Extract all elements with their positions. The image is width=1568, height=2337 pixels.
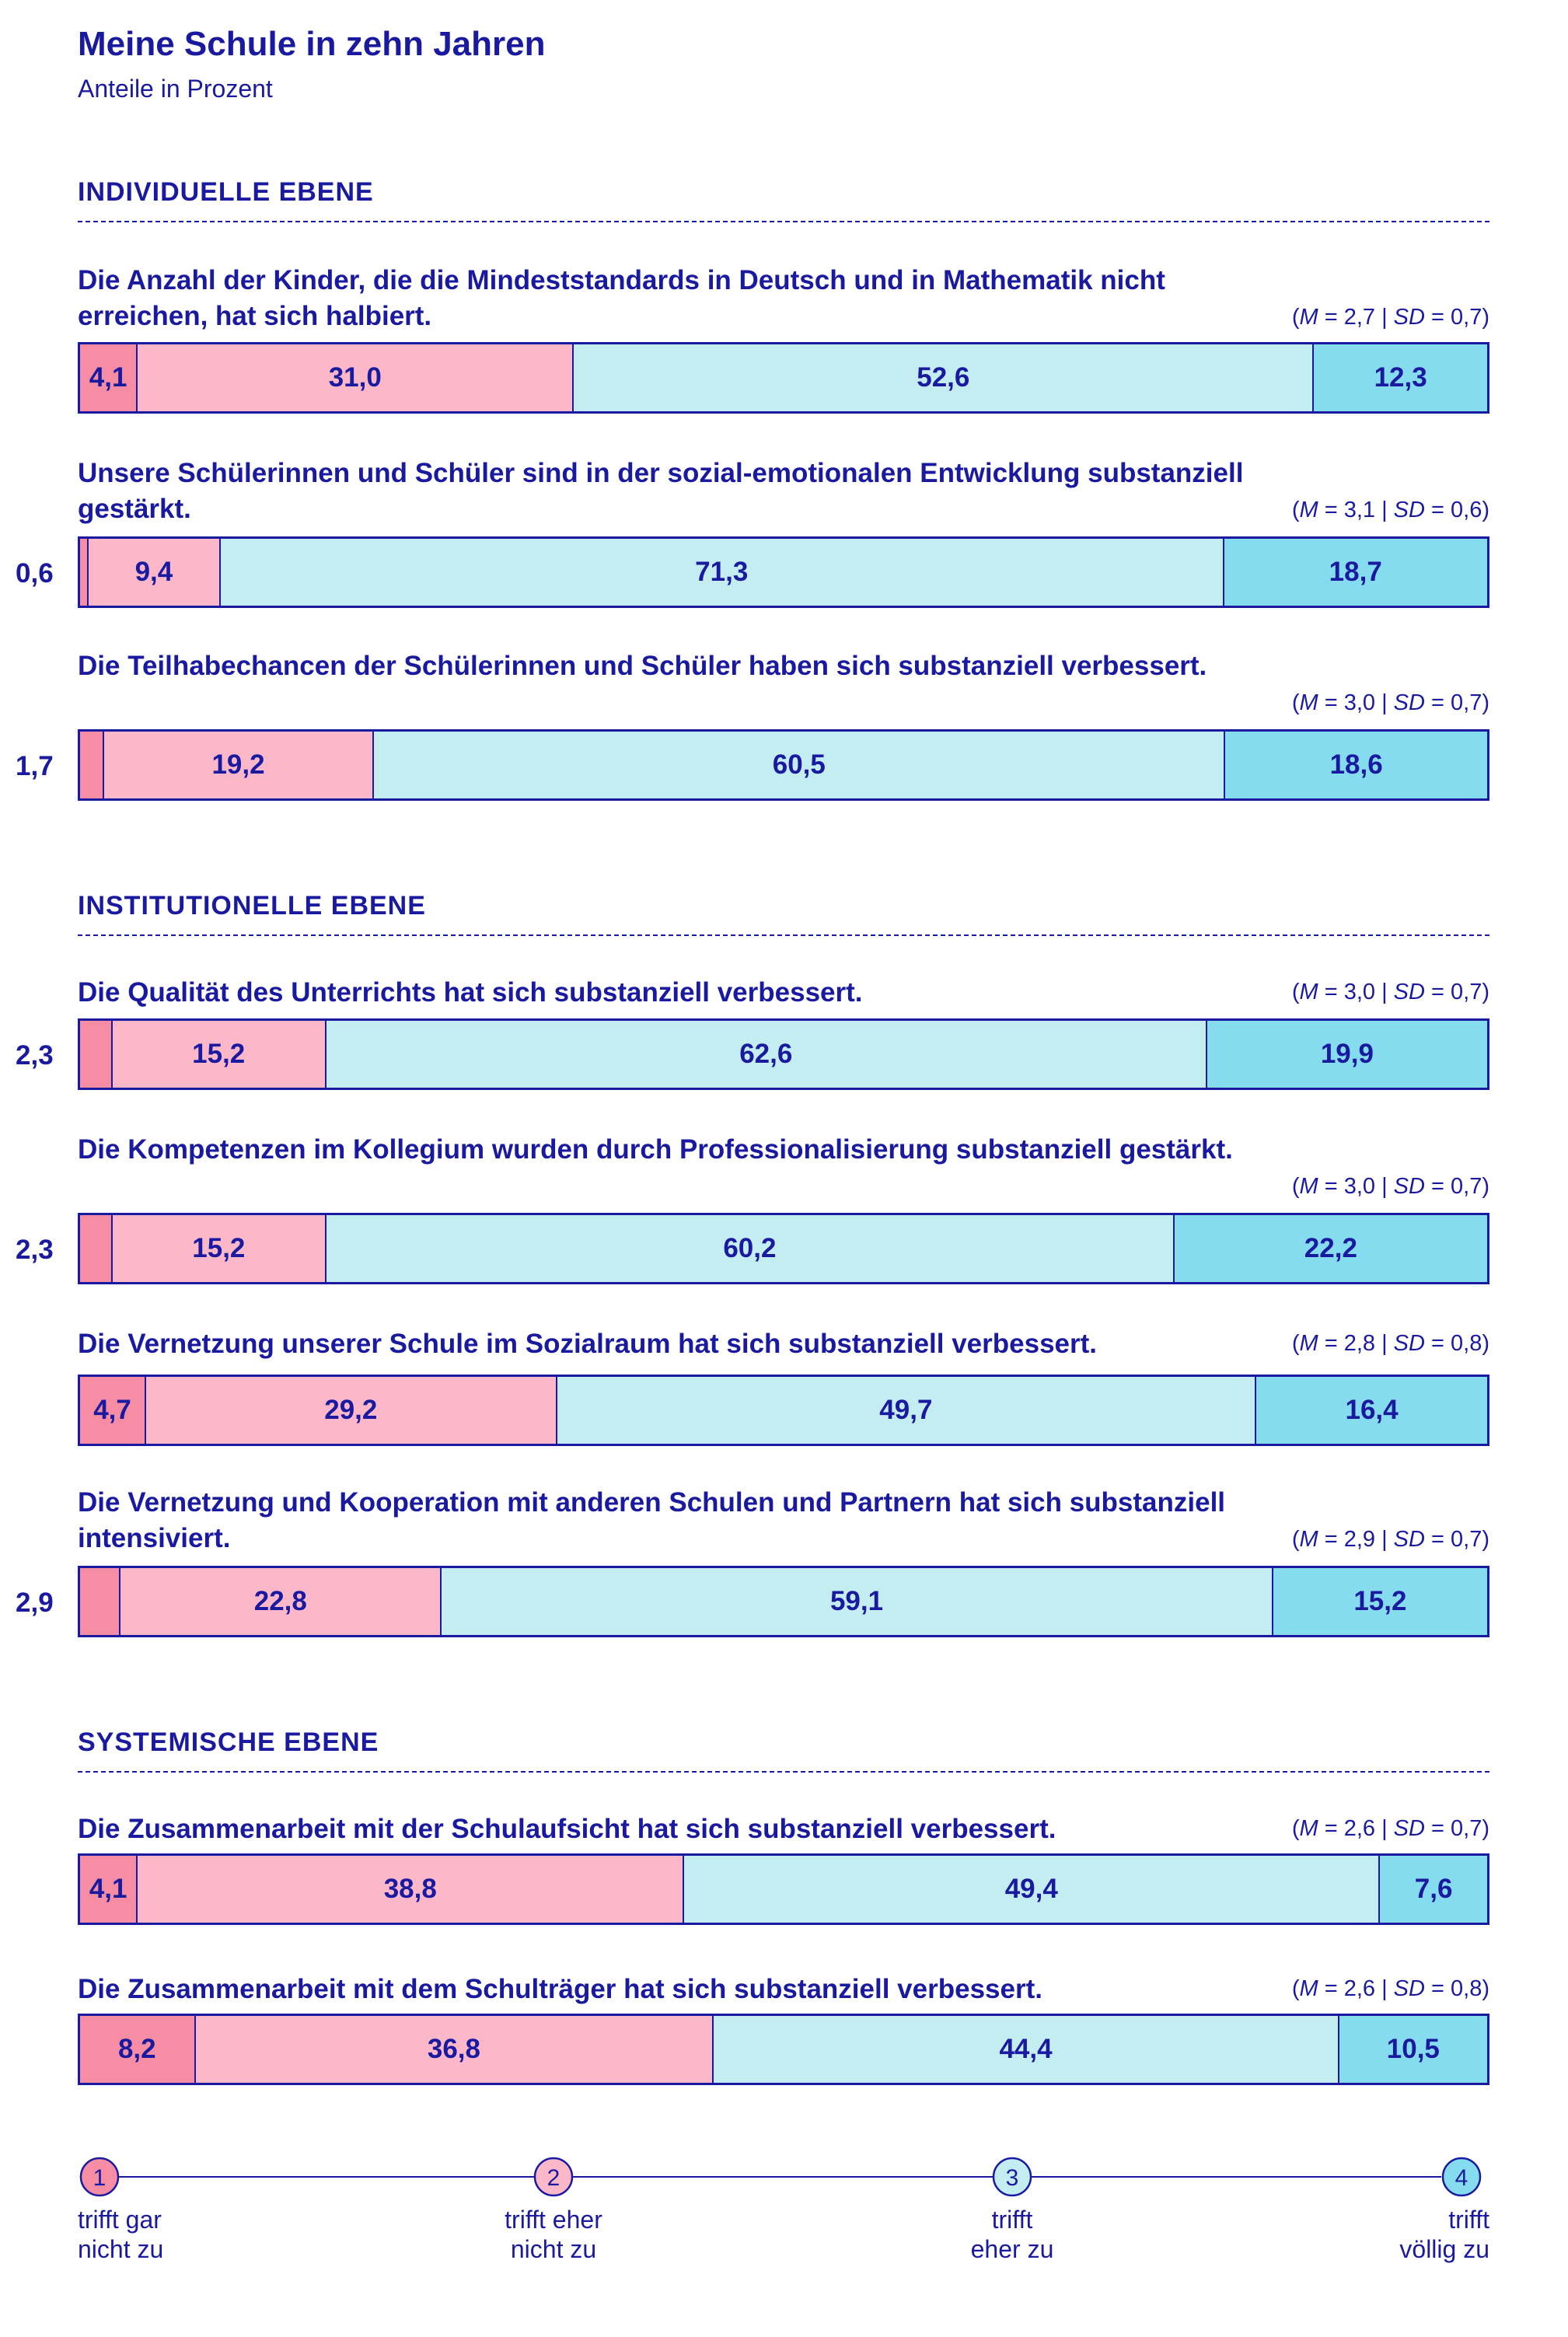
question-text: Die Anzahl der Kinder, die die Mindeststandards in Deutsch und in Mathematik nicht erreichen, hat sich halbiert.: [78, 265, 1165, 331]
bar-segment: [557, 1377, 1257, 1444]
stat-text: = 3,0 |: [1318, 1174, 1394, 1199]
stat-text: (: [1291, 980, 1300, 1004]
legend-label-2: [437, 2205, 670, 2264]
legend-number: 3: [1005, 2165, 1019, 2191]
stacked-bar: [78, 2014, 1489, 2085]
stacked-bar: [78, 1566, 1489, 1637]
legend-label-line: nicht zu: [510, 2235, 597, 2263]
stat-text: (: [1291, 1976, 1300, 2001]
question-text: Die Qualität des Unterrichts hat sich substanziell verbessert.: [78, 977, 863, 1008]
stat-symbol: M: [1299, 980, 1318, 1004]
question-stats: [1292, 1174, 1489, 1200]
bar-value-label: 36,8: [427, 2034, 480, 2064]
chart-title: Meine Schule in zehn Jahren: [78, 25, 546, 63]
bar-value-label: 60,5: [772, 749, 826, 780]
bar-value-label: 15,2: [1353, 1586, 1407, 1616]
bar-value-label: 31,0: [328, 362, 382, 393]
bar-segment: [196, 2016, 714, 2083]
bar-segment: [1207, 1021, 1487, 1088]
question-text: Unsere Schülerinnen und Schüler sind in der sozial-emotionalen Entwicklung substanziell gestärkt.: [78, 458, 1244, 524]
stat-text: (: [1291, 1527, 1300, 1552]
question-stats: [1292, 1527, 1489, 1553]
bar-segment: [80, 1568, 120, 1635]
question-stats: [1292, 690, 1489, 716]
bar-segment: [80, 1856, 138, 1923]
bar-segment: [1256, 1377, 1487, 1444]
question-text: Die Vernetzung unserer Schule im Sozialraum hat sich substanziell verbessert.: [78, 1329, 1097, 1359]
stacked-bar: [78, 342, 1489, 414]
legend-label-1: [78, 2205, 311, 2264]
bar-segment: [1175, 1215, 1487, 1282]
legend-number: 4: [1455, 2165, 1468, 2191]
stat-symbol: SD: [1393, 1331, 1425, 1356]
stat-text: (: [1291, 690, 1300, 715]
bar-segment: [113, 1215, 327, 1282]
stat-text: = 0,7): [1424, 690, 1489, 715]
stat-symbol: SD: [1393, 1816, 1425, 1841]
bar-segment: [80, 1021, 113, 1088]
bar-segment: [120, 1568, 442, 1635]
bar-value-label: 4,7: [93, 1395, 131, 1425]
stat-symbol: M: [1299, 498, 1318, 522]
stat-text: = 2,7 |: [1318, 305, 1394, 330]
stat-symbol: M: [1299, 305, 1318, 330]
bar-segment: [574, 344, 1314, 411]
stat-symbol: SD: [1393, 305, 1425, 330]
bar-segment: [1380, 1856, 1487, 1923]
question-text: Die Teilhabechancen der Schülerinnen und Schüler haben sich substanziell verbessert.: [78, 651, 1207, 681]
bar-value-label: 18,6: [1329, 749, 1383, 780]
bar-segment: [146, 1377, 557, 1444]
stacked-bar: [78, 1375, 1489, 1446]
legend-label-line: völlig zu: [1399, 2235, 1489, 2263]
stat-symbol: M: [1299, 1527, 1318, 1552]
question-stats: [1292, 305, 1489, 330]
question-text: Die Vernetzung und Kooperation mit anderen Schulen und Partnern hat sich substanziell intensiviert.: [78, 1487, 1226, 1553]
stat-symbol: SD: [1393, 498, 1425, 522]
bar-segment: [374, 732, 1225, 798]
bar-segment: [1225, 732, 1487, 798]
stat-text: = 3,0 |: [1318, 980, 1394, 1004]
legend-number: 1: [93, 2165, 107, 2191]
bar-value-label-outside: 2,3: [16, 1235, 54, 1265]
bar-segment: [1314, 344, 1487, 411]
bar-value-label-outside: 2,3: [16, 1040, 54, 1071]
stat-symbol: M: [1299, 690, 1318, 715]
bar-value-label: 19,2: [211, 749, 265, 780]
question-stats: [1292, 1976, 1489, 2002]
question-stats: [1292, 498, 1489, 523]
legend-label-line: eher zu: [970, 2235, 1054, 2263]
bar-segment: [113, 1021, 327, 1088]
chart-subtitle: Anteile in Prozent: [78, 75, 273, 103]
bar-value-label-outside: 0,6: [16, 558, 54, 589]
bar-segment: [138, 1856, 684, 1923]
stacked-bar: [78, 1853, 1489, 1925]
section-heading: INSTITUTIONELLE EBENE: [78, 891, 426, 920]
section-divider: [78, 934, 1489, 936]
bar-value-label: 4,1: [89, 1874, 127, 1904]
stat-text: = 0,8): [1424, 1331, 1489, 1356]
section-divider: [78, 1771, 1489, 1773]
section-heading: SYSTEMISCHE EBENE: [78, 1727, 379, 1757]
stacked-bar: [78, 1018, 1489, 1090]
bar-segment: [89, 539, 221, 606]
stat-symbol: SD: [1393, 980, 1425, 1004]
bar-segment: [442, 1568, 1273, 1635]
bar-segment: [80, 344, 138, 411]
question-stats: [1292, 980, 1489, 1005]
bar-value-label: 22,8: [253, 1586, 307, 1616]
bar-value-label: 22,2: [1304, 1233, 1357, 1263]
bar-value-label: 15,2: [192, 1039, 246, 1069]
stat-text: (: [1291, 1331, 1300, 1356]
legend-label-line: nicht zu: [78, 2235, 164, 2263]
stat-text: = 0,7): [1424, 1174, 1489, 1199]
stat-symbol: M: [1299, 1331, 1318, 1356]
bar-value-label: 8,2: [117, 2034, 156, 2064]
bar-value-label-outside: 2,9: [16, 1588, 54, 1618]
stat-symbol: M: [1299, 1976, 1318, 2001]
bar-value-label: 29,2: [324, 1395, 378, 1425]
stat-symbol: M: [1299, 1174, 1318, 1199]
bar-segment: [138, 344, 574, 411]
stat-text: (: [1291, 498, 1300, 522]
stat-symbol: SD: [1393, 1174, 1425, 1199]
bar-segment: [1273, 1568, 1487, 1635]
stat-text: = 2,8 |: [1318, 1331, 1394, 1356]
bar-segment: [327, 1021, 1207, 1088]
stat-text: = 2,9 |: [1318, 1527, 1394, 1552]
stat-text: = 0,7): [1424, 305, 1489, 330]
bar-segment: [714, 2016, 1339, 2083]
stat-text: = 2,6 |: [1318, 1976, 1394, 2001]
stat-text: = 0,6): [1424, 498, 1489, 522]
bar-value-label: 16,4: [1345, 1395, 1399, 1425]
stat-text: = 0,7): [1424, 1527, 1489, 1552]
bar-segment: [80, 2016, 196, 2083]
bar-segment: [221, 539, 1224, 606]
bar-value-label: 49,4: [1004, 1874, 1058, 1904]
bar-segment: [104, 732, 375, 798]
stacked-bar: [78, 729, 1489, 801]
stat-symbol: SD: [1393, 690, 1425, 715]
bar-value-label: 52,6: [917, 362, 970, 393]
legend-label-line: trifft: [991, 2206, 1033, 2234]
bar-segment: [327, 1215, 1175, 1282]
question-text: Die Zusammenarbeit mit dem Schulträger hat sich substanziell verbessert.: [78, 1974, 1042, 2004]
bar-value-label: 59,1: [829, 1586, 884, 1616]
bar-segment: [80, 732, 104, 798]
bar-value-label: 9,4: [134, 557, 173, 587]
stat-symbol: M: [1299, 1816, 1318, 1841]
legend-scale: [0, 2146, 1568, 2208]
stat-symbol: SD: [1393, 1976, 1425, 2001]
bar-segment: [80, 1377, 146, 1444]
stacked-bar: [78, 536, 1489, 608]
stacked-bar: [78, 1213, 1489, 1284]
section-heading: INDIVIDUELLE EBENE: [78, 177, 374, 207]
bar-segment: [684, 1856, 1380, 1923]
stat-text: = 0,7): [1424, 980, 1489, 1004]
question-stats: [1292, 1816, 1489, 1842]
bar-value-label: 49,7: [879, 1395, 933, 1425]
bar-segment: [80, 1215, 113, 1282]
question-text: Die Zusammenarbeit mit der Schulaufsicht hat sich substanziell verbessert.: [78, 1814, 1056, 1844]
bar-segment: [1224, 539, 1487, 606]
bar-value-label: 18,7: [1329, 557, 1382, 587]
stat-symbol: SD: [1393, 1527, 1425, 1552]
bar-value-label: 7,6: [1414, 1874, 1453, 1904]
legend-number: 2: [547, 2165, 560, 2191]
bar-value-label: 62,6: [739, 1039, 793, 1069]
legend-label-line: trifft eher: [505, 2206, 602, 2234]
bar-segment: [80, 539, 89, 606]
stat-text: (: [1291, 305, 1300, 330]
bar-value-label: 71,3: [695, 557, 749, 587]
question-stats: [1292, 1331, 1489, 1357]
bar-value-label: 10,5: [1386, 2034, 1440, 2064]
stat-text: = 0,8): [1424, 1976, 1489, 2001]
stat-text: = 0,7): [1424, 1816, 1489, 1841]
section-divider: [78, 221, 1489, 222]
bar-value-label: 19,9: [1320, 1039, 1374, 1069]
bar-value-label-outside: 1,7: [16, 751, 54, 781]
bar-value-label: 38,8: [383, 1874, 437, 1904]
bar-value-label: 15,2: [192, 1233, 246, 1263]
legend-label-4: [1256, 2205, 1489, 2264]
stat-text: (: [1291, 1174, 1300, 1199]
bar-value-label: 4,1: [89, 362, 127, 393]
stat-text: = 2,6 |: [1318, 1816, 1394, 1841]
bar-value-label: 12,3: [1374, 362, 1427, 393]
stat-text: = 3,0 |: [1318, 690, 1394, 715]
stat-text: = 3,1 |: [1318, 498, 1394, 522]
legend-label-3: [896, 2205, 1129, 2264]
question-text: Die Kompetenzen im Kollegium wurden durch Professionalisierung substanziell gestärkt.: [78, 1134, 1233, 1165]
stat-text: (: [1291, 1816, 1300, 1841]
legend-label-line: trifft: [1448, 2206, 1489, 2234]
legend-label-line: trifft gar: [78, 2206, 162, 2234]
bar-value-label: 44,4: [999, 2034, 1053, 2064]
bar-value-label: 60,2: [723, 1233, 777, 1263]
bar-segment: [1339, 2016, 1487, 2083]
